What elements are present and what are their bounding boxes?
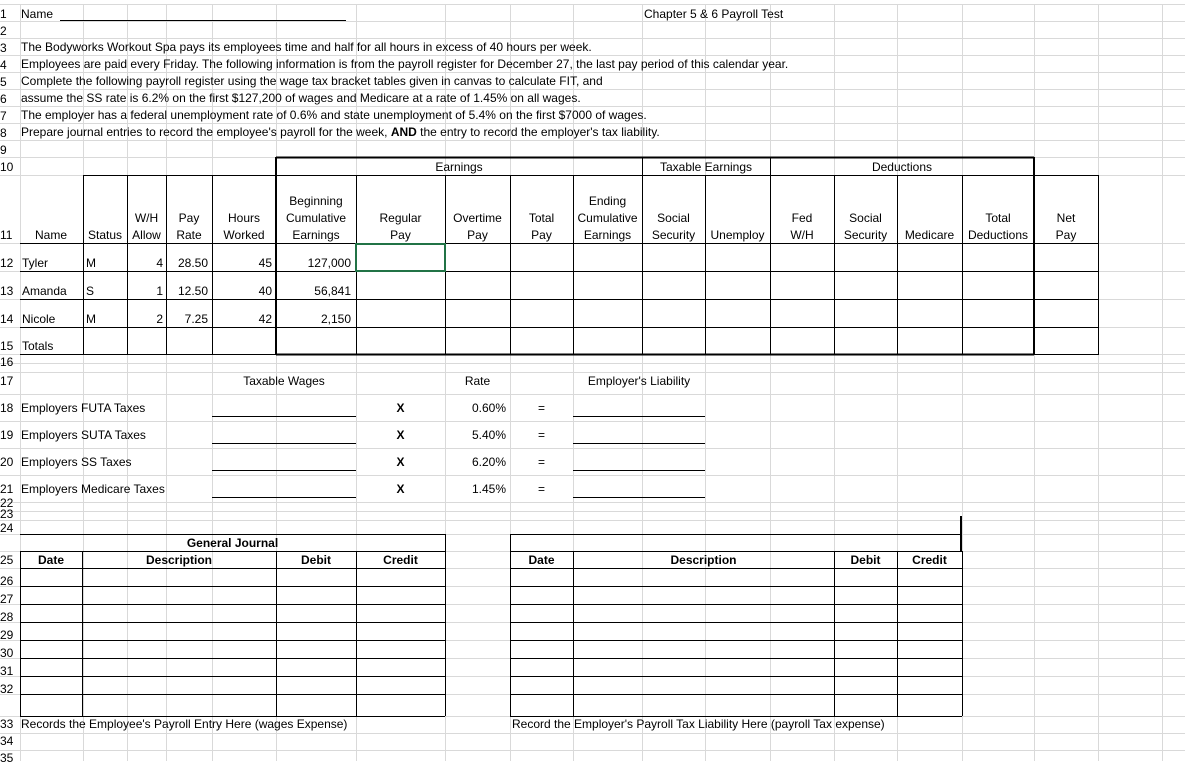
row-number[interactable]: 22 xyxy=(0,496,14,510)
employee-hours: 40 xyxy=(258,284,272,298)
active-cell-regular-pay-tyler[interactable] xyxy=(355,243,446,272)
employer-tax-label: Employers SUTA Taxes xyxy=(21,428,146,442)
employee-rate: 7.25 xyxy=(184,312,208,326)
row-number[interactable]: 11 xyxy=(0,228,13,242)
employee-hours: 42 xyxy=(258,312,272,326)
col-header-taxable-security: Security xyxy=(651,228,696,242)
col-header-ending-cumulative: Cumulative xyxy=(577,211,638,225)
employer-tax-rate: 5.40% xyxy=(471,428,506,442)
instruction-bold-and: AND xyxy=(390,125,417,139)
col-header-beginning: Beginning xyxy=(289,194,343,208)
name-label: Name xyxy=(21,7,54,21)
taxable-wages-label: Taxable Wages xyxy=(243,374,325,388)
equals-sign: = xyxy=(537,401,545,415)
col-header-name: Name xyxy=(34,228,67,242)
row-number[interactable]: 31 xyxy=(0,664,14,678)
row-number[interactable]: 25 xyxy=(0,553,14,567)
journal2-description-header: Description xyxy=(670,553,737,567)
row-number[interactable]: 17 xyxy=(0,374,14,388)
multiply-sign: X xyxy=(396,428,405,442)
row-number[interactable]: 35 xyxy=(0,751,14,765)
col-header-beginning-cumulative: Cumulative xyxy=(285,211,347,225)
col-header-fed-wh: W/H xyxy=(790,228,814,242)
row-number[interactable]: 24 xyxy=(0,521,14,535)
employer-tax-label: Employers FUTA Taxes xyxy=(21,401,146,415)
col-header-medicare: Medicare xyxy=(904,228,955,242)
totals-label: Totals xyxy=(22,339,54,353)
col-header-worked: Worked xyxy=(223,228,265,242)
employee-status: S xyxy=(86,284,95,298)
col-header-net: Net xyxy=(1056,211,1076,225)
row-number[interactable]: 9 xyxy=(0,143,7,157)
employer-tax-label: Employers Medicare Taxes xyxy=(21,482,165,496)
multiply-sign: X xyxy=(396,482,405,496)
row-number[interactable]: 12 xyxy=(0,256,14,270)
journal1-debit-header: Debit xyxy=(301,553,331,567)
taxable-earnings-group-header: Taxable Earnings xyxy=(659,160,753,174)
journal2-credit-header: Credit xyxy=(912,553,947,567)
row-number[interactable]: 18 xyxy=(0,401,14,415)
col-header-ded-social: Social xyxy=(849,211,882,225)
col-header-total-pay: Pay xyxy=(531,228,552,242)
row-number[interactable]: 8 xyxy=(0,126,7,140)
col-header-taxable-social: Social xyxy=(657,211,690,225)
col-header-status: Status xyxy=(87,228,123,242)
employee-name: Amanda xyxy=(22,284,67,298)
col-header-total-ded: Total xyxy=(985,211,1011,225)
instruction-line-6 xyxy=(21,125,660,139)
col-header-ending: Ending xyxy=(588,194,627,208)
col-header-overtime: Overtime xyxy=(453,211,502,225)
row-number[interactable]: 3 xyxy=(0,41,7,55)
col-header-overtime-pay: Pay xyxy=(467,228,488,242)
col-header-beginning-earnings: Earnings xyxy=(292,228,340,242)
row-number[interactable]: 29 xyxy=(0,628,14,642)
row-number[interactable]: 26 xyxy=(0,574,14,588)
employee-allow: 2 xyxy=(156,312,163,326)
employer-tax-label: Employers SS Taxes xyxy=(21,455,132,469)
journal2-date-header: Date xyxy=(528,553,555,567)
col-header-rate: Rate xyxy=(176,228,202,242)
earnings-group-header: Earnings xyxy=(435,160,483,174)
col-header-pay: Pay xyxy=(178,211,200,225)
employee-name: Tyler xyxy=(22,256,49,270)
col-header-unemploy: Unemploy xyxy=(710,228,765,242)
row-number[interactable]: 34 xyxy=(0,734,14,748)
instruction-line-3: Complete the following payroll register using the wage tax bracket tables given in canvas to calculate FIT, and xyxy=(21,74,603,88)
journal1-footer-note: Records the Employee's Payroll Entry Here (wages Expense) xyxy=(21,717,348,731)
rate-label: Rate xyxy=(464,374,491,388)
row-number[interactable]: 28 xyxy=(0,610,14,624)
deductions-group-header: Deductions xyxy=(871,160,933,174)
col-header-regular-pay: Pay xyxy=(390,228,411,242)
instruction-line-4: assume the SS rate is 6.2% on the first $127,200 of wages and Medicare at a rate of 1.45% on all wages. xyxy=(21,91,581,105)
instruction-line-5: The employer has a federal unemployment rate of 0.6% and state unemployment of 5.4% on the first $7000 of wages. xyxy=(21,108,647,122)
equals-sign: = xyxy=(537,455,545,469)
journal2-footer-note: Record the Employer's Payroll Tax Liability Here (payroll Tax expense) xyxy=(512,717,885,731)
journal1-date-header: Date xyxy=(37,553,64,567)
multiply-sign: X xyxy=(396,401,405,415)
employee-allow: 4 xyxy=(156,256,163,270)
equals-sign: = xyxy=(537,482,545,496)
row-number[interactable]: 14 xyxy=(0,312,14,326)
col-header-deductions: Deductions xyxy=(967,228,1029,242)
general-journal-title: General Journal xyxy=(186,536,279,550)
employee-allow: 1 xyxy=(156,284,163,298)
page-title: Chapter 5 & 6 Payroll Test xyxy=(644,7,784,21)
employee-begin: 56,841 xyxy=(314,284,351,298)
row-number[interactable]: 6 xyxy=(0,92,7,106)
employee-hours: 45 xyxy=(258,256,272,270)
col-header-regular: Regular xyxy=(379,211,422,225)
employer-liability-label: Employer's Liability xyxy=(587,374,691,388)
row-number[interactable]: 15 xyxy=(0,339,14,353)
employer-tax-rate: 0.60% xyxy=(471,401,506,415)
row-number[interactable]: 21 xyxy=(0,482,14,496)
employee-begin: 127,000 xyxy=(307,256,351,270)
multiply-sign: X xyxy=(396,455,405,469)
employer-tax-rate: 6.20% xyxy=(471,455,506,469)
row-number[interactable]: 27 xyxy=(0,592,14,606)
employee-rate: 28.50 xyxy=(177,256,208,270)
col-header-fed: Fed xyxy=(791,211,813,225)
employee-begin: 2,150 xyxy=(320,312,351,326)
row-number[interactable]: 1 xyxy=(0,7,7,21)
row-number[interactable]: 32 xyxy=(0,682,14,696)
col-header-ending-earnings: Earnings xyxy=(583,228,632,242)
employee-status: M xyxy=(86,312,96,326)
row-number[interactable]: 16 xyxy=(0,355,14,369)
row-number[interactable]: 4 xyxy=(0,58,7,72)
name-input-line[interactable] xyxy=(60,20,346,21)
row-number[interactable]: 33 xyxy=(0,717,14,731)
row-number[interactable]: 20 xyxy=(0,455,14,469)
column-header-strip xyxy=(0,0,1185,4)
journal2-debit-header: Debit xyxy=(850,553,881,567)
row-number[interactable]: 7 xyxy=(0,109,7,123)
instruction-line-2: Employees are paid every Friday. The following information is from the payroll register for December 27, the last pay period of this calendar year. xyxy=(21,57,789,71)
col-header-total: Total xyxy=(528,211,555,225)
col-header-allow: Allow xyxy=(132,228,161,242)
employee-rate: 12.50 xyxy=(177,284,208,298)
col-header-hours: Hours xyxy=(227,211,260,225)
row-number[interactable]: 23 xyxy=(0,507,14,521)
row-number[interactable]: 13 xyxy=(0,284,14,298)
employee-status: M xyxy=(86,256,96,270)
instruction-line-6-tail: the entry to record the employer's tax liability. xyxy=(416,125,660,139)
row-number[interactable]: 19 xyxy=(0,428,14,442)
row-number[interactable]: 10 xyxy=(0,160,14,174)
employee-name: Nicole xyxy=(22,312,56,326)
instruction-line-6-text: Prepare journal entries to record the employee's payroll for the week, xyxy=(21,125,391,139)
col-header-ded-security: Security xyxy=(843,228,888,242)
equals-sign: = xyxy=(537,428,545,442)
row-number[interactable]: 30 xyxy=(0,646,14,660)
row-number[interactable]: 5 xyxy=(0,75,7,89)
journal1-credit-header: Credit xyxy=(383,553,418,567)
col-header-wh: W/H xyxy=(134,211,159,225)
col-header-net-pay: Pay xyxy=(1055,228,1077,242)
instruction-line-1: The Bodyworks Workout Spa pays its employees time and half for all hours in excess of 40 hours per week. xyxy=(21,40,592,54)
journal1-description-header: Description xyxy=(145,553,212,567)
employer-tax-rate: 1.45% xyxy=(471,482,506,496)
row-number[interactable]: 2 xyxy=(0,24,7,38)
